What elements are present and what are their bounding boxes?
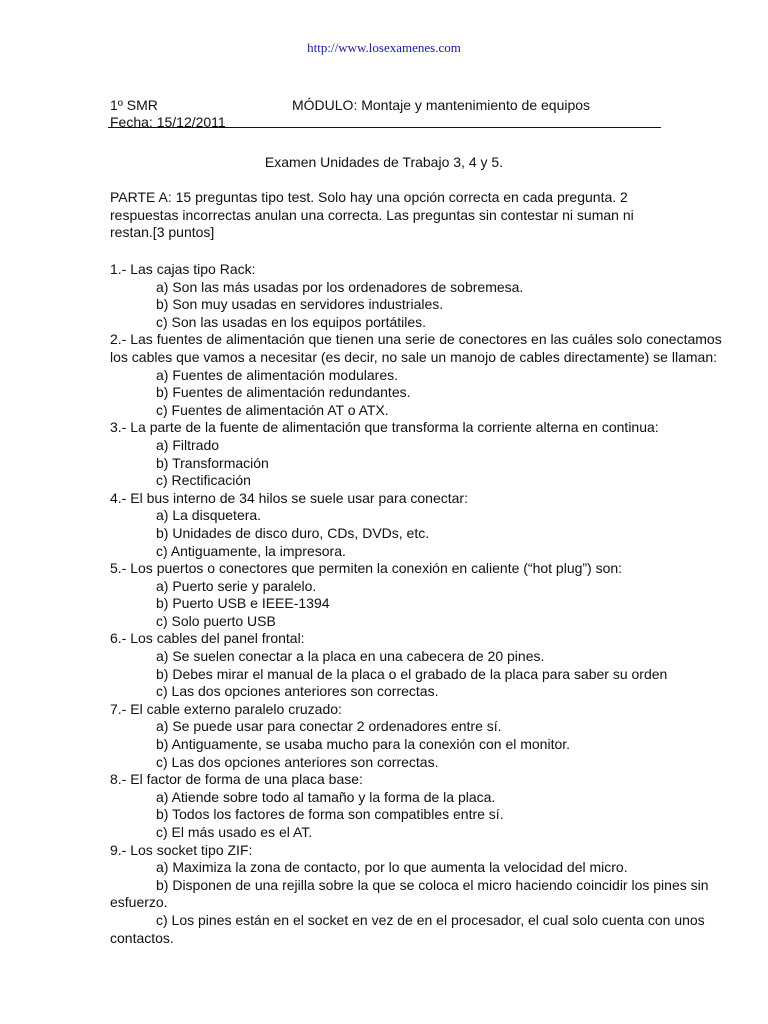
answer-option: c) Solo puerto USB [156, 612, 276, 629]
answer-option: c) Rectificación [156, 472, 251, 489]
module-title: MÓDULO: Montaje y mantenimiento de equipos [292, 97, 591, 113]
answer-option: a) Son las más usadas por los ordenadores de sobremesa. [156, 278, 524, 295]
header-divider [108, 127, 661, 128]
question-6 [110, 630, 730, 700]
answer-option: a) Se puede usar para conectar 2 ordenadores entre sí. [156, 718, 502, 735]
question-stem: 3.- La parte de la fuente de alimentación que transforma la corriente alterna en continua: [110, 419, 659, 436]
answer-option: c) Las dos opciones anteriores son correctas. [156, 683, 439, 700]
answer-option: b) Debes mirar el manual de la placa o el grabado de la placa para saber su orden [156, 665, 668, 682]
answer-option: b) Son muy usadas en servidores industriales. [156, 296, 444, 313]
answer-option: a) Maximiza la zona de contacto, por lo que aumenta la velocidad del micro. [156, 859, 628, 876]
question-list [110, 261, 730, 947]
answer-option: b) Fuentes de alimentación redundantes. [156, 384, 411, 401]
question-9 [110, 842, 730, 948]
answer-option: c) Los pines están en el socket en vez de en el procesador, el cual solo cuenta con unos contactos. [110, 911, 705, 946]
answer-option: a) Atiende sobre todo al tamaño y la forma de la placa. [156, 788, 496, 805]
answer-option: b) Todos los factores de forma son compatibles entre sí. [156, 806, 504, 823]
exam-date: Fecha: 15/12/2011 [110, 114, 226, 130]
answer-option: b) Transformación [156, 454, 269, 471]
question-stem: 8.- El factor de forma de una placa base: [110, 771, 363, 788]
question-stem: 7.- El cable externo paralelo cruzado: [110, 700, 342, 717]
question-stem: 4.- El bus interno de 34 hilos se suele usar para conectar: [110, 489, 468, 506]
question-stem: 9.- Los socket tipo ZIF: [110, 841, 253, 858]
question-8 [110, 771, 730, 841]
answer-option: a) Puerto serie y paralelo. [156, 577, 317, 594]
exam-title: Examen Unidades de Trabajo 3, 4 y 5. [264, 154, 504, 170]
question-7 [110, 701, 730, 771]
question-stem: 2.- Las fuentes de alimentación que tienen una serie de conectores en las cuáles solo conectamos los cables que vamos a necesitar (es decir, no sale un manojo de cables directamente) se llaman: [110, 331, 722, 365]
answer-option: c) Las dos opciones anteriores son correctas. [156, 753, 439, 770]
answer-option: b) Puerto USB e IEEE-1394 [156, 595, 330, 612]
question-1 [110, 261, 730, 331]
question-2 [110, 331, 730, 419]
answer-option: a) La disquetera. [156, 507, 262, 524]
answer-option: c) Fuentes de alimentación AT o ATX. [156, 401, 389, 418]
source-url[interactable]: http://www.losexamenes.com [307, 40, 461, 55]
course-label: 1º SMR [110, 97, 158, 113]
answer-option: b) Antiguamente, se usaba mucho para la conexión con el monitor. [156, 736, 571, 753]
question-5 [110, 560, 730, 630]
answer-option: a) Se suelen conectar a la placa en una cabecera de 20 pines. [156, 648, 545, 665]
answer-option: b) Unidades de disco duro, CDs, DVDs, etc. [156, 524, 430, 541]
answer-option: a) Fuentes de alimentación modulares. [156, 366, 399, 383]
question-4 [110, 490, 730, 560]
question-stem: 5.- Los puertos o conectores que permiten la conexión en caliente (“hot plug”) son: [110, 560, 623, 577]
answer-option: c) El más usado es el AT. [156, 824, 313, 840]
question-stem: 6.- Los cables del panel frontal: [110, 630, 305, 647]
question-3 [110, 419, 730, 489]
course-info [110, 97, 226, 131]
question-stem: 1.- Las cajas tipo Rack: [110, 261, 256, 277]
answer-option: c) Antiguamente, la impresora. [156, 542, 346, 559]
answer-option: a) Filtrado [156, 436, 220, 453]
answer-option: b) Disponen de una rejilla sobre la que se coloca el micro haciendo coincidir los pines sin esfuerzo. [110, 876, 709, 911]
parte-a-instructions: PARTE A: 15 preguntas tipo test. Solo hay una opción correcta en cada pregunta. 2 respuestas incorrectas anulan una correcta. Las preguntas sin contestar ni suman ni restan.[3 puntos] [110, 189, 634, 241]
answer-option: c) Son las usadas en los equipos portátiles. [156, 313, 427, 330]
